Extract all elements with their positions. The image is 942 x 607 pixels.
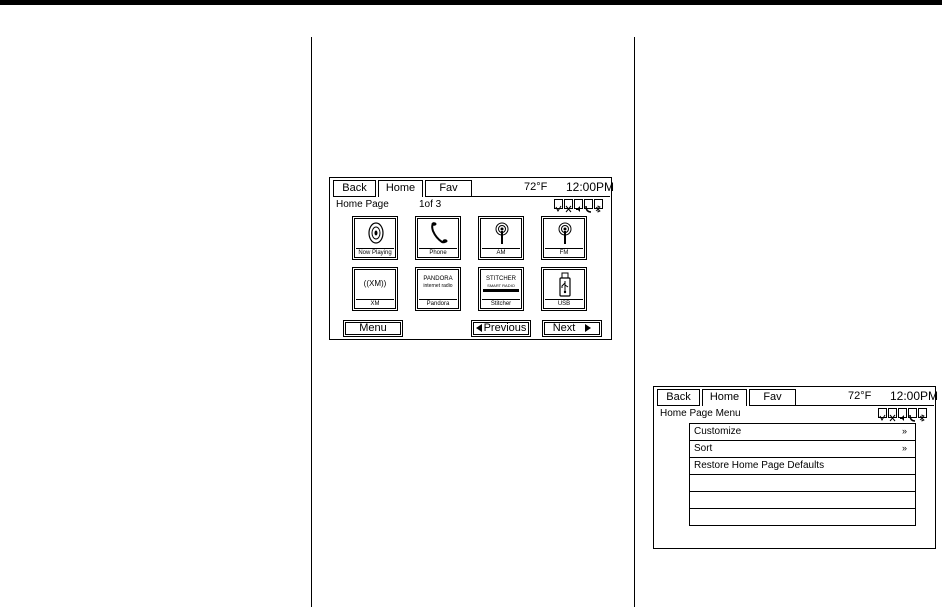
temperature-readout: 72°F: [848, 390, 872, 402]
phone-icon: [584, 199, 593, 209]
home-tab[interactable]: Home: [378, 180, 423, 197]
temperature-readout: 72°F: [524, 181, 548, 193]
app-label-rule: [419, 248, 457, 249]
xm-logo: ((XM)): [363, 279, 387, 288]
fav-tab[interactable]: Fav: [425, 180, 472, 197]
menu-button[interactable]: Menu: [343, 320, 403, 337]
phone-icon: [908, 408, 917, 418]
app-label: Phone: [429, 250, 447, 256]
app-now-playing[interactable]: [352, 216, 398, 260]
stitcher-logo-sub: SMART RADIO: [483, 283, 519, 292]
app-label-rule: [356, 248, 394, 249]
home-page-screen: [329, 177, 615, 340]
fav-tab[interactable]: Fav: [749, 389, 796, 406]
page-title: Home Page: [336, 199, 389, 210]
app-phone[interactable]: [415, 216, 461, 260]
app-label-rule: [545, 248, 583, 249]
arrow-left-icon: [476, 324, 482, 332]
app-label: USB: [557, 301, 571, 307]
app-label-rule: [356, 299, 394, 300]
app-label-rule: [482, 248, 520, 249]
app-label-rule: [482, 299, 520, 300]
pandora-logo: PANDORA: [423, 276, 453, 282]
fm-antenna-icon: [554, 221, 576, 245]
app-usb[interactable]: [541, 267, 587, 311]
app-label-rule: [545, 299, 583, 300]
speaker-icon: [898, 408, 907, 418]
menu-item-empty: [689, 509, 916, 526]
app-label: XM: [370, 301, 380, 307]
speaker-icon: [574, 199, 583, 209]
voice-icon: [878, 408, 887, 418]
tab-baseline: [472, 196, 610, 197]
am-antenna-icon: [491, 221, 513, 245]
menu-item-label: Sort: [694, 443, 713, 454]
menu-item-customize[interactable]: [689, 424, 916, 441]
bluetooth-icon: [918, 408, 927, 418]
previous-button[interactable]: [471, 320, 531, 337]
page-title: Home Page Menu: [660, 408, 741, 419]
app-label: Now Playing: [358, 250, 392, 256]
next-button[interactable]: [542, 320, 602, 337]
stitcher-logo: STITCHER: [486, 276, 516, 282]
column-divider-left: [311, 37, 312, 607]
pandora-logo-sub: internet radio: [423, 283, 453, 289]
app-label: Stitcher: [490, 301, 512, 307]
menu-list: [689, 423, 916, 526]
next-label: Next: [552, 322, 576, 334]
app-stitcher[interactable]: [478, 267, 524, 311]
voice-icon: [554, 199, 563, 209]
app-am[interactable]: [478, 216, 524, 260]
menu-item-empty: [689, 492, 916, 509]
bluetooth-icon: [594, 199, 603, 209]
app-label: Pandora: [426, 301, 450, 307]
phone-icon: [428, 221, 450, 245]
tab-baseline: [796, 405, 934, 406]
app-fm[interactable]: [541, 216, 587, 260]
chevron-right-icon: »: [901, 443, 907, 453]
mute-icon: [564, 199, 573, 209]
menu-item-sort[interactable]: [689, 441, 916, 458]
disc-icon: [365, 221, 387, 245]
app-pandora[interactable]: [415, 267, 461, 311]
menu-item-empty: [689, 475, 916, 492]
app-label: AM: [496, 250, 506, 256]
status-icons: [554, 199, 603, 209]
home-tab[interactable]: Home: [702, 389, 747, 406]
clock: 12:00PM: [890, 389, 939, 403]
column-divider-right: [634, 37, 635, 607]
usb-icon: [554, 272, 576, 298]
menu-item-label: Restore Home Page Defaults: [694, 460, 825, 471]
page-top-rule: [0, 0, 942, 5]
app-label-rule: [419, 299, 457, 300]
home-page-menu-screen: [653, 386, 939, 549]
menu-item-restore-defaults[interactable]: [689, 458, 916, 475]
back-tab[interactable]: Back: [657, 389, 700, 406]
menu-item-label: Customize: [694, 426, 742, 437]
back-tab[interactable]: Back: [333, 180, 376, 197]
app-xm[interactable]: [352, 267, 398, 311]
app-label: FM: [559, 250, 569, 256]
mute-icon: [888, 408, 897, 418]
previous-label: Previous: [483, 322, 527, 334]
status-icons: [878, 408, 927, 418]
page-indicator: 1of 3: [419, 199, 442, 210]
arrow-right-icon: [585, 324, 591, 332]
chevron-right-icon: »: [901, 426, 907, 436]
clock: 12:00PM: [566, 180, 615, 194]
